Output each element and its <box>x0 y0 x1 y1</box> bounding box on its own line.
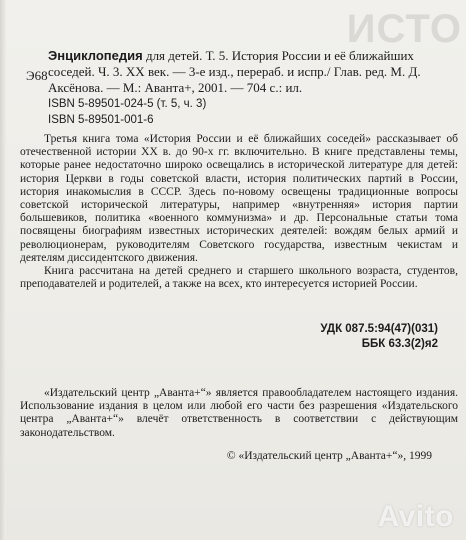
isbn-volume: ISBN 5-89501-024-5 (т. 5, ч. 3) <box>48 98 207 110</box>
bibliographic-record <box>48 48 448 128</box>
classification-code: Э68 <box>26 68 48 83</box>
book-description: для детей. Т. 5. История России и её ближайших соседей. Ч. 3. XX век. — 3-е изд., перераб. и испр./ Глав. ред. М. Д. Аксёнова. — М.: Аванта+, 2001. — 704 с.: ил. <box>48 48 421 95</box>
classification-block <box>320 322 438 352</box>
bbk-code: ББК 63.3(2)я2 <box>361 338 438 350</box>
copyright-line: © «Издательский центр „Аванта+“», 1999 <box>226 450 432 462</box>
annotation-paragraph-1: Третья книга тома «История России и её ближайших соседей» рассказывает об отечественной истории XX в. до 90-х гг. включительно. В книге представлены темы, которые ранее недостаточно широко освещались в исторической литературе для детей: история Церкви в годы советской власти, история политических партий в России, история инакомыслия в СССР. Здесь по-новому освещены традиционные вопросы советской исторической литературы, например «внутренняя» история партии большевиков, политика «военного коммунизма» и др. Персональные статьи тома посвящены биографиям известных исторических деятелей: вождям белых армий и революционерам, руководителям Советского государства, известным чекистам и деятелям диссидентского движения. <box>20 133 458 264</box>
isbn-series: ISBN 5-89501-001-6 <box>48 114 154 126</box>
rights-notice <box>20 387 458 440</box>
bleed-through-text: ИСТО <box>346 7 462 51</box>
annotation-paragraph-2: Книга рассчитана на детей среднего и старшего школьного возраста, студентов, преподавателей и родителей, а также на всех, кто интересуется историей России. <box>20 265 458 291</box>
annotation <box>20 133 458 291</box>
book-title: Энциклопедия <box>48 48 143 63</box>
watermark-logo: Avito <box>377 500 454 533</box>
udk-code: УДК 087.5:94(47)(031) <box>320 323 438 335</box>
rights-notice-text: «Издательский центр „Аванта+“» является правообладателем настоящего издания. Использование издания в целом или любой его части без разрешения «Издательского центра „Аванта+“» влечёт ответственность в соответствии с действующим законодательством. <box>20 387 458 439</box>
page-shadow-edge <box>0 0 6 540</box>
